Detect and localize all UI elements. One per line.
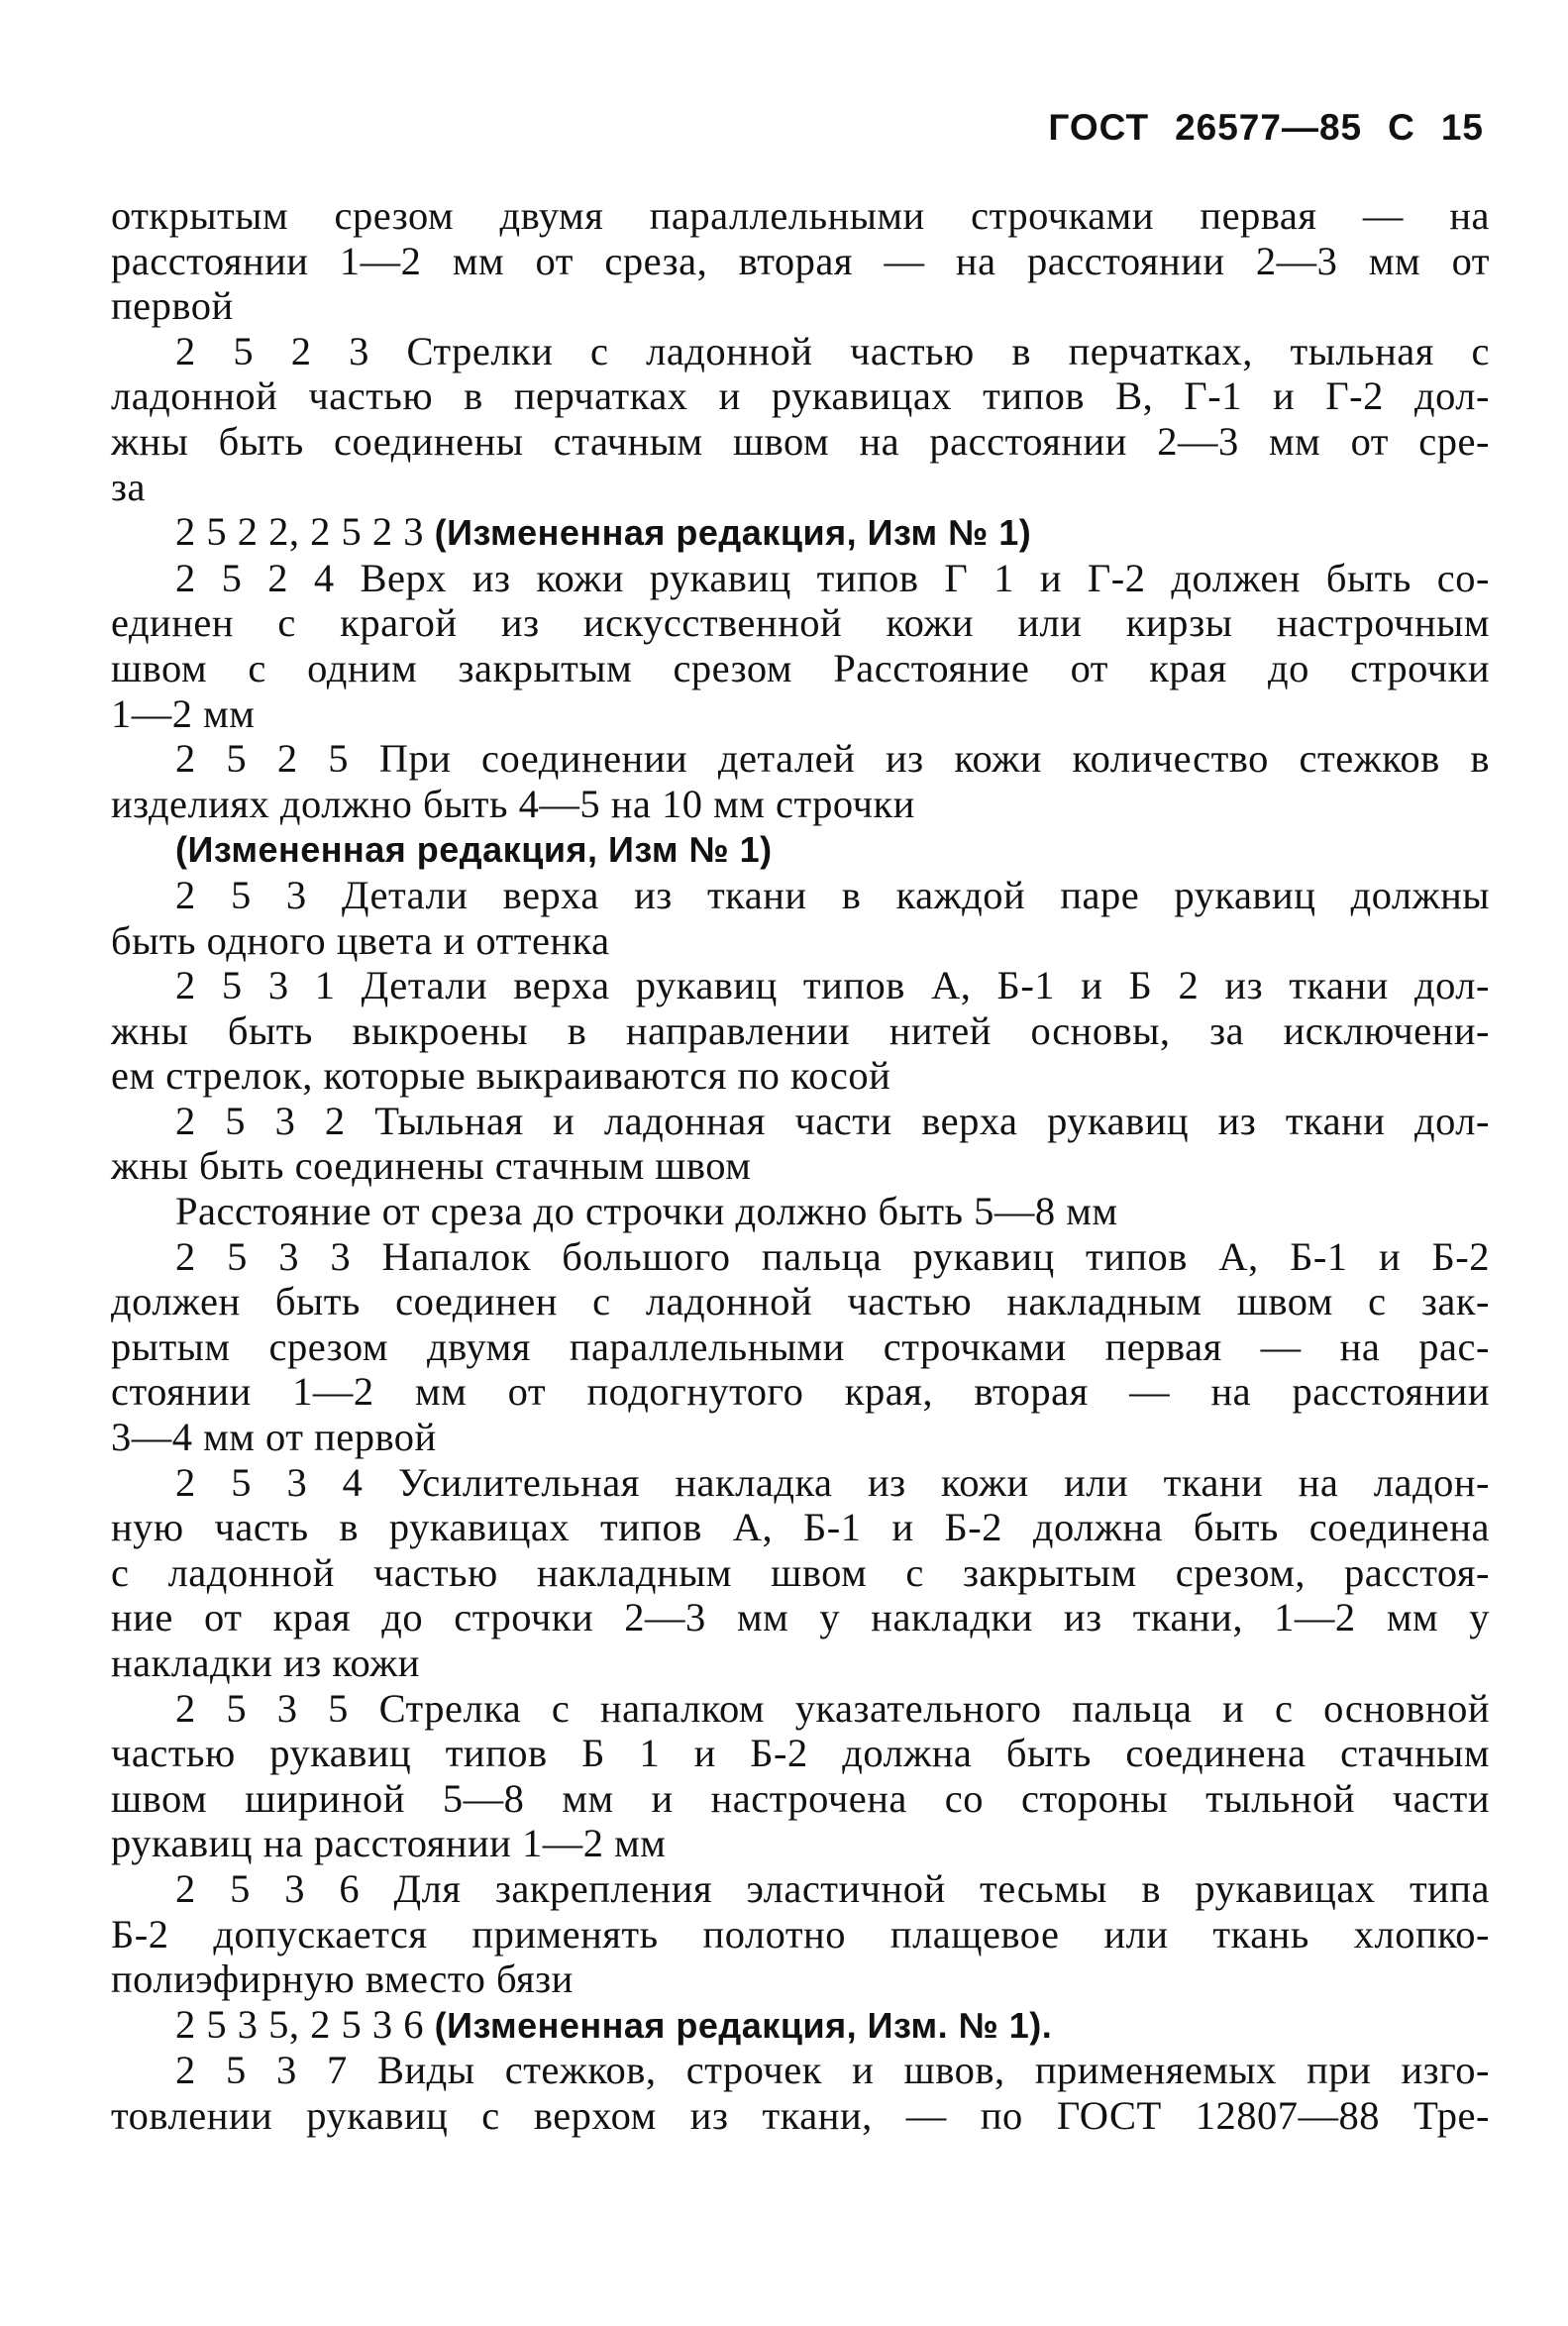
line-text: стоянии 1—2 мм от подогнутого края, вторая — на расстоянии bbox=[111, 1369, 1490, 1415]
line-text: Расстояние от среза до строчки должно быть 5—8 мм bbox=[175, 1189, 1118, 1234]
page-label: С bbox=[1388, 107, 1415, 148]
text-line bbox=[111, 1189, 1490, 1234]
line-text: товлении рукавиц с верхом из ткани, — по ГОСТ 12807—88 Тре- bbox=[111, 2092, 1490, 2138]
line-text: полиэфирную вместо бязи bbox=[111, 1956, 574, 2002]
page-header bbox=[1048, 107, 1484, 149]
text-line bbox=[111, 1866, 1490, 1912]
text-line bbox=[111, 1099, 1490, 1144]
line-text: рукавиц на расстоянии 1—2 мм bbox=[111, 1821, 667, 1866]
text-line bbox=[111, 419, 1490, 465]
text-line bbox=[111, 1640, 1490, 1686]
text-line bbox=[111, 1956, 1490, 2002]
line-text: с ладонной частью накладным швом с закрытым срезом, расстоя- bbox=[111, 1549, 1490, 1595]
text-line bbox=[111, 1143, 1490, 1189]
text-line bbox=[111, 1234, 1490, 1280]
text-line bbox=[111, 963, 1490, 1008]
text-line bbox=[111, 1686, 1490, 1732]
text-line bbox=[111, 1505, 1490, 1550]
text-line bbox=[111, 1776, 1490, 1822]
line-text: единен с крагой из искусственной кожи или кирзы настрочным bbox=[111, 600, 1490, 646]
line-text: 2 5 3 5 Стрелка с напалком указательного пальца и с основной bbox=[175, 1685, 1490, 1731]
text-line bbox=[111, 2048, 1490, 2093]
line-text: жны быть соединены стачным швом bbox=[111, 1143, 752, 1189]
amendment-note: (Измененная редакция, Изм № 1) bbox=[175, 829, 773, 871]
text-line bbox=[111, 600, 1490, 646]
line-text: накладки из кожи bbox=[111, 1640, 420, 1685]
line-text: 2 5 3 6 Для закрепления эластичной тесьмы в рукавицах типа bbox=[175, 1865, 1490, 1911]
text-line bbox=[111, 736, 1490, 782]
text-line bbox=[111, 1324, 1490, 1370]
text-line bbox=[111, 1912, 1490, 1957]
amendment-note: (Измененная редакция, Изм. № 1). bbox=[434, 2004, 1053, 2046]
text-line bbox=[111, 1731, 1490, 1776]
text-line bbox=[111, 509, 1490, 556]
text-line bbox=[111, 1460, 1490, 1506]
line-text: рытым срезом двумя параллельными строчками первая — на рас- bbox=[111, 1323, 1490, 1369]
line-text: ние от края до строчки 2—3 мм у накладки из ткани, 1—2 мм у bbox=[111, 1595, 1490, 1640]
text-line bbox=[111, 283, 1490, 329]
text-line bbox=[111, 1279, 1490, 1324]
text-line bbox=[111, 918, 1490, 964]
line-text: 2 5 2 4 Верх из кожи рукавиц типов Г 1 и Г-2 должен быть со- bbox=[175, 555, 1490, 600]
line-text: изделиях должно быть 4—5 на 10 мм строчки bbox=[111, 781, 915, 826]
line-text: 2 5 2 3 Стрелки с ладонной частью в перчатках, тыльная с bbox=[175, 328, 1490, 373]
line-text: 2 5 2 5 При соединении деталей из кожи количество стежков в bbox=[175, 736, 1490, 782]
text-line bbox=[111, 1369, 1490, 1415]
line-text: 1—2 мм bbox=[111, 690, 256, 736]
line-text: 2 5 3 3 Напалок большого пальца рукавиц типов А, Б-1 и Б-2 bbox=[175, 1233, 1490, 1279]
line-text: быть одного цвета и оттенка bbox=[111, 917, 610, 963]
line-text: 2 5 3 Детали верха из ткани в каждой паре рукавиц должны bbox=[175, 872, 1490, 917]
standard-code: ГОСТ bbox=[1048, 107, 1150, 148]
line-text: ладонной частью в перчатках и рукавицах типов В, Г-1 и Г-2 дол- bbox=[111, 373, 1490, 419]
amendment-note: (Измененная редакция, Изм № 1) bbox=[434, 512, 1032, 554]
line-text: должен быть соединен с ладонной частью накладным швом с зак- bbox=[111, 1279, 1490, 1324]
text-line bbox=[111, 826, 1490, 873]
text-line bbox=[111, 556, 1490, 601]
line-text: открытым срезом двумя параллельными строчками первая — на bbox=[111, 193, 1490, 238]
line-text: 2 5 3 2 Тыльная и ладонная части верха рукавиц из ткани дол- bbox=[175, 1098, 1490, 1143]
line-text: за bbox=[111, 464, 146, 509]
document-body bbox=[111, 193, 1490, 2139]
line-text: 3—4 мм от первой bbox=[111, 1415, 437, 1460]
text-line bbox=[111, 1053, 1490, 1099]
text-line bbox=[111, 2093, 1490, 2139]
line-text: 2 5 3 5, 2 5 3 6 bbox=[175, 2001, 435, 2047]
line-text: 2 5 2 2, 2 5 2 3 bbox=[175, 509, 435, 555]
text-line bbox=[111, 1821, 1490, 1866]
text-line bbox=[111, 1415, 1490, 1460]
line-text: Б-2 допускается применять полотно плащевое или ткань хлопко- bbox=[111, 1911, 1490, 1956]
text-line bbox=[111, 1595, 1490, 1640]
text-line bbox=[111, 873, 1490, 918]
text-line bbox=[111, 373, 1490, 419]
line-text: швом шириной 5—8 мм и настрочена со стороны тыльной части bbox=[111, 1775, 1490, 1821]
line-text: частью рукавиц типов Б 1 и Б-2 должна быть соединена стачным bbox=[111, 1731, 1490, 1776]
line-text: 2 5 3 4 Усилительная накладка из кожи или ткани на ладон- bbox=[175, 1459, 1490, 1505]
text-line bbox=[111, 329, 1490, 374]
text-line bbox=[111, 1008, 1490, 1054]
text-line bbox=[111, 193, 1490, 239]
page-number: 15 bbox=[1440, 107, 1484, 148]
line-text: швом с одним закрытым срезом Расстояние от края до строчки bbox=[111, 645, 1490, 690]
text-line bbox=[111, 1550, 1490, 1596]
text-line bbox=[111, 465, 1490, 510]
text-line bbox=[111, 782, 1490, 827]
text-line bbox=[111, 2002, 1490, 2049]
line-text: жны быть выкроены в направлении нитей основы, за исключени- bbox=[111, 1007, 1490, 1053]
standard-number: 26577—85 bbox=[1175, 107, 1363, 148]
line-text: 2 5 3 7 Виды стежков, строчек и швов, применяемых при изго- bbox=[175, 2048, 1490, 2093]
text-line bbox=[111, 239, 1490, 284]
line-text: жны быть соединены стачным швом на расстоянии 2—3 мм от сре- bbox=[111, 418, 1490, 464]
text-line bbox=[111, 646, 1490, 691]
text-line bbox=[111, 691, 1490, 737]
line-text: расстоянии 1—2 мм от среза, вторая — на расстоянии 2—3 мм от bbox=[111, 238, 1490, 283]
line-text: ем стрелок, которые выкраиваются по косой bbox=[111, 1053, 891, 1099]
line-text: первой bbox=[111, 283, 234, 329]
line-text: 2 5 3 1 Детали верха рукавиц типов А, Б-1 и Б 2 из ткани дол- bbox=[175, 963, 1490, 1008]
line-text: ную часть в рукавицах типов А, Б-1 и Б-2 должна быть соединена bbox=[111, 1505, 1490, 1550]
